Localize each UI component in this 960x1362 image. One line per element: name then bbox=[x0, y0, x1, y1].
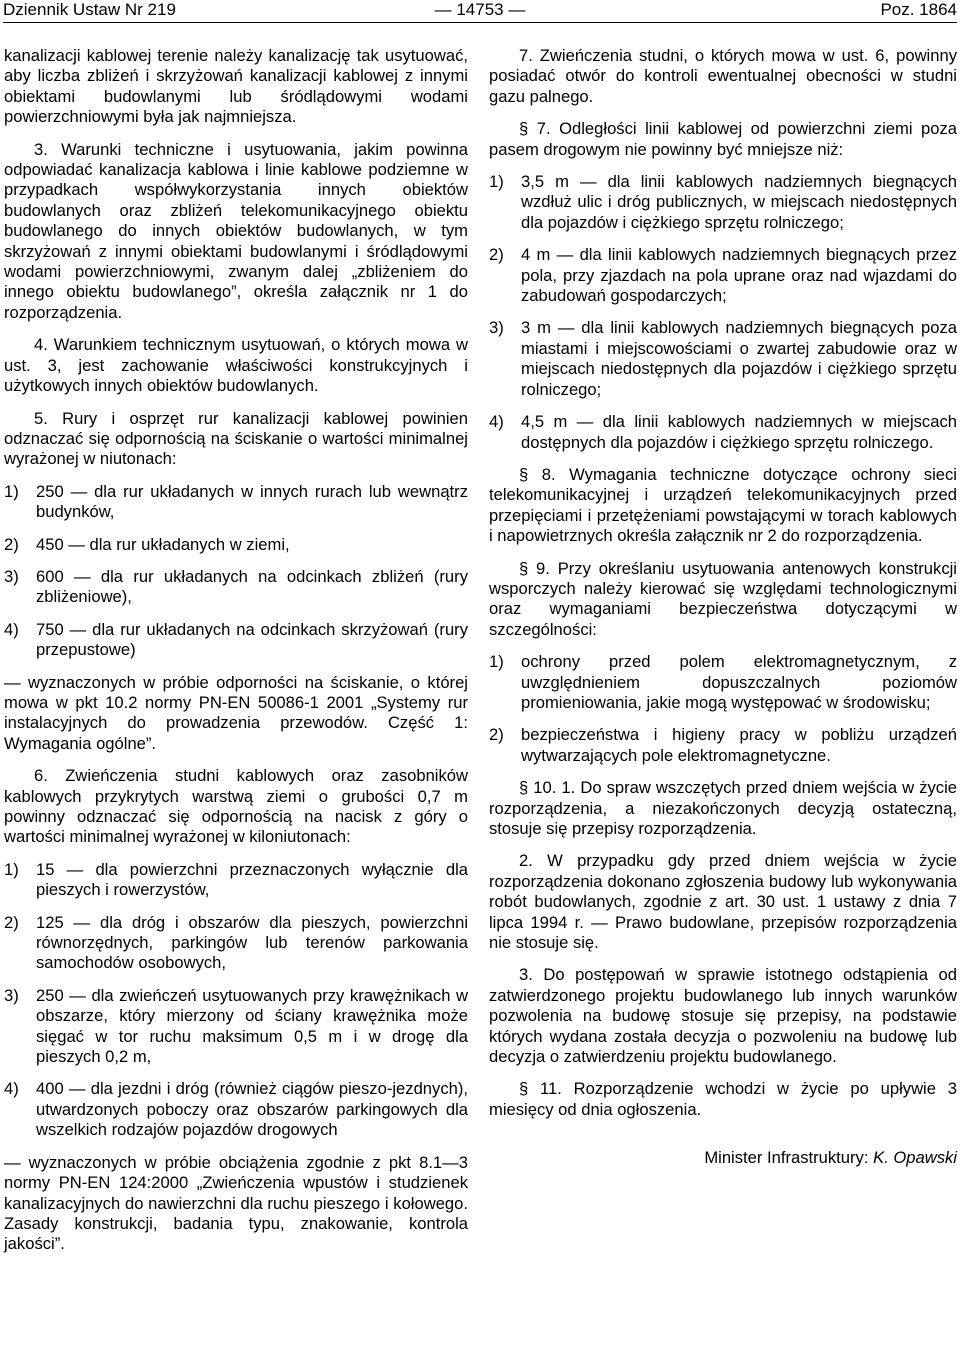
list-item bbox=[4, 860, 468, 901]
list-item bbox=[4, 482, 468, 523]
list-item-number: 2) bbox=[489, 725, 504, 745]
list-item bbox=[4, 1079, 468, 1140]
list-item-number: 4) bbox=[4, 1079, 19, 1099]
section-10-1: § 10. 1. Do spraw wszczętych przed dniem wejścia w życie rozporządzenia, a niezakończonych decyzją ostateczną, stosuje się przepisy rozporządzenia. bbox=[489, 778, 957, 838]
list-item-text: 3,5 m — dla linii kablowych nadziemnych biegnących wzdłuż ulic i dróg publicznych, w miejscach niedostępnych dla pojazdów i ciężkiego sprzętu rolniczego; bbox=[521, 172, 957, 232]
list-item-text: 3 m — dla linii kablowych nadziemnych biegnących poza miastami i miejscowościami o zwartej zabudowie oraz w miejscach niedostępnych dla pojazdów i ciężkiego sprzętu rolniczego; bbox=[521, 318, 957, 399]
list-item-number: 2) bbox=[4, 534, 19, 554]
list-item bbox=[489, 172, 957, 233]
page-header bbox=[3, 0, 957, 23]
signature-title: Minister Infrastruktury: bbox=[704, 1148, 869, 1168]
paragraph-6: 6. Zwieńczenia studni kablowych oraz zasobników kablowych przykrytych warstwą ziemi o grubości 0,7 m powinny odznaczać się odpornością na nacisk z góry o wartości minimalnej wyrażonej w kiloniutonach: bbox=[4, 766, 468, 847]
list-item-text: 600 — dla rur układanych na odcinkach zbliżeń (rury zbliżeniowe), bbox=[36, 566, 468, 607]
list-item-number: 1) bbox=[4, 481, 19, 501]
section-8: § 8. Wymagania techniczne dotyczące ochrony sieci telekomunikacyjnej i urządzeń telekomunikacyjnych przed przepięciami i przetężeniami powstającymi w torach kablowych i napowietrznych określa załącznik nr 2 do rozporządzenia. bbox=[489, 464, 957, 546]
list-item bbox=[489, 318, 957, 400]
paragraph-3: 3. Warunki techniczne i usytuowania, jakim powinna odpowiadać kanalizacja kablowa i linie kablowe podziemne w przypadkach współwykorzystania innych obiektów budowlanych oraz zbliżeń telekomunikacyjnego obiektu budowlanego do innych obiektów budowlanych, w tym skrzyżowań z innymi obiektami budowlanymi i śródlądowymi wodami powierzchniowymi, zwanym dalej „zbliżeniem do innego obiektu budowlanego”, określa załącznik nr 1 do rozporządzenia. bbox=[4, 139, 468, 322]
list-item-text: 450 — dla rur układanych w ziemi, bbox=[36, 534, 290, 554]
list-item bbox=[489, 652, 957, 713]
list-item bbox=[4, 535, 468, 555]
list-closing-clause: — wyznaczonych w próbie odporności na ściskanie, o której mowa w pkt 10.2 normy PN-EN 50086-1 2001 „Systemy rur instalacyjnych do prowadzenia przewodów. Część 1: Wymagania ogólne”. bbox=[4, 672, 468, 753]
section-7: § 7. Odległości linii kablowej od powierzchni ziemi poza pasem drogowym nie powinny być mniejsze niż: bbox=[489, 119, 957, 159]
list-item bbox=[4, 620, 468, 661]
list-item-number: 4) bbox=[489, 412, 504, 432]
signature bbox=[489, 1148, 957, 1168]
right-column bbox=[489, 46, 957, 1169]
list-closing-clause: — wyznaczonych w próbie obciążenia zgodnie z pkt 8.1—3 normy PN-EN 124:2000 „Zwieńczenia wpustów i studzienek kanalizacyjnych do nawierzchni dla ruchu pieszego i kołowego. Zasady konstrukcji, badania typu, znakowanie, kontrola jakości”. bbox=[4, 1152, 468, 1254]
list-item-text: ochrony przed polem elektromagnetycznym, z uwzględnieniem dopuszczalnych poziomów promieniowania, jakie mogą występować w środowisku; bbox=[521, 652, 957, 712]
paragraph-7: 7. Zwieńczenia studni, o których mowa w ust. 6, powinny posiadać otwór do kontroli ewentualnej obecności w studni gazu palnego. bbox=[489, 46, 957, 106]
list-item-number: 3) bbox=[4, 985, 19, 1005]
list-item-number: 1) bbox=[489, 172, 504, 192]
list-item-text: 15 — dla powierzchni przeznaczonych wyłącznie dla pieszych i rowerzystów, bbox=[36, 859, 468, 900]
paragraph-4: 4. Warunkiem technicznym usytuowań, o których mowa w ust. 3, jest zachowanie właściwości konstrukcyjnych i użytkowych innych obiektów budowlanych. bbox=[4, 335, 468, 396]
list-item-text: 250 — dla zwieńczeń usytuowanych przy krawężnikach w obszarze, który mierzony od ściany krawężnika może sięgać w tor ruchu maksimum 0,5 m i w drogę dla pieszych 0,2 m, bbox=[36, 985, 468, 1067]
list-item-number: 2) bbox=[489, 245, 504, 265]
list-item-text: 125 — dla dróg i obszarów dla pieszych, powierzchni równorzędnych, parkingów lub terenów parkowania samochodów osobowych, bbox=[36, 912, 468, 973]
list-item-number: 2) bbox=[4, 912, 19, 932]
list-item-text: 4 m — dla linii kablowych nadziemnych biegnących przez pola, przy zjazdach na pola uprane oraz nad wjazdami do zabudowań gospodarczych; bbox=[521, 245, 957, 306]
list-item bbox=[489, 412, 957, 453]
paragraph-continuation: kanalizacji kablowej terenie należy kanalizację tak usytuować, aby liczba zbliżeń i skrzyżowań kanalizacji kablowej z innymi obiektami budowlanymi lub śródlądowymi wodami powierzchniowymi była jak najmniejsza. bbox=[4, 46, 468, 127]
list-item bbox=[489, 725, 957, 766]
journal-title: Dziennik Ustaw Nr 219 bbox=[3, 0, 176, 19]
paragraph-5: 5. Rury i osprzęt rur kanalizacji kablowej powinien odznaczać się odpornością na ściskanie o wartości minimalnej wyrażonej w niutonach: bbox=[4, 408, 468, 469]
list-item-number: 3) bbox=[4, 566, 19, 586]
list-item-text: 750 — dla rur układanych na odcinkach skrzyżowań (rury przepustowe) bbox=[36, 619, 468, 660]
section-9: § 9. Przy określaniu usytuowania antenowych konstrukcji wsporczych należy kierować się względami technologicznymi oraz wymaganiami bezpieczeństwa dotyczącymi w szczególności: bbox=[489, 558, 957, 639]
list-item-text: 400 — dla jezdni i dróg (również ciągów pieszo-jezdnych), utwardzonych poboczy oraz obszarów parkingowych dla wszelkich rodzajów pojazdów drogowych bbox=[36, 1079, 468, 1140]
list-item bbox=[489, 245, 957, 306]
list-item-number: 1) bbox=[4, 859, 19, 879]
list-item-text: 250 — dla rur układanych w innych rurach lub wewnątrz budynków, bbox=[36, 481, 468, 522]
signature-name: K. Opawski bbox=[873, 1148, 957, 1168]
list-item bbox=[4, 567, 468, 608]
list-item bbox=[4, 986, 468, 1068]
list-item bbox=[4, 913, 468, 974]
list-item-text: bezpieczeństwa i higieny pracy w pobliżu urządzeń wytwarzających pole elektromagnetyczne. bbox=[521, 725, 957, 765]
list-item-text: 4,5 m — dla linii kablowych nadziemnych w miejscach dostępnych dla pojazdów i ciężkiego sprzętu rolniczego. bbox=[521, 412, 957, 452]
page-number: — 14753 — bbox=[434, 0, 526, 19]
list-item-number: 3) bbox=[489, 318, 504, 338]
section-10-2: 2. W przypadku gdy przed dniem wejścia w życie rozporządzenia dokonano zgłoszenia budowy lub wykonywania robót budowlanych, zgodnie z art. 30 ust. 1 ustawy z dnia 7 lipca 1994 r. — Prawo budowlane, przepisów rozporządzenia nie stosuje się. bbox=[489, 851, 957, 953]
section-10-3: 3. Do postępowań w sprawie istotnego odstąpienia od zatwierdzonego projektu budowlanego lub innych warunków pozwolenia na budowę stosuje się przepisy, na podstawie których wydana została decyzja o pozwoleniu na budowę lub decyzja o zatwierdzeniu projektu budowlanego. bbox=[489, 965, 957, 1067]
section-11: § 11. Rozporządzenie wchodzi w życie po upływie 3 miesięcy od dnia ogłoszenia. bbox=[489, 1079, 957, 1119]
position-number: Poz. 1864 bbox=[880, 0, 957, 19]
list-item-number: 4) bbox=[4, 619, 19, 639]
left-column bbox=[4, 46, 468, 1267]
list-item-number: 1) bbox=[489, 652, 504, 672]
